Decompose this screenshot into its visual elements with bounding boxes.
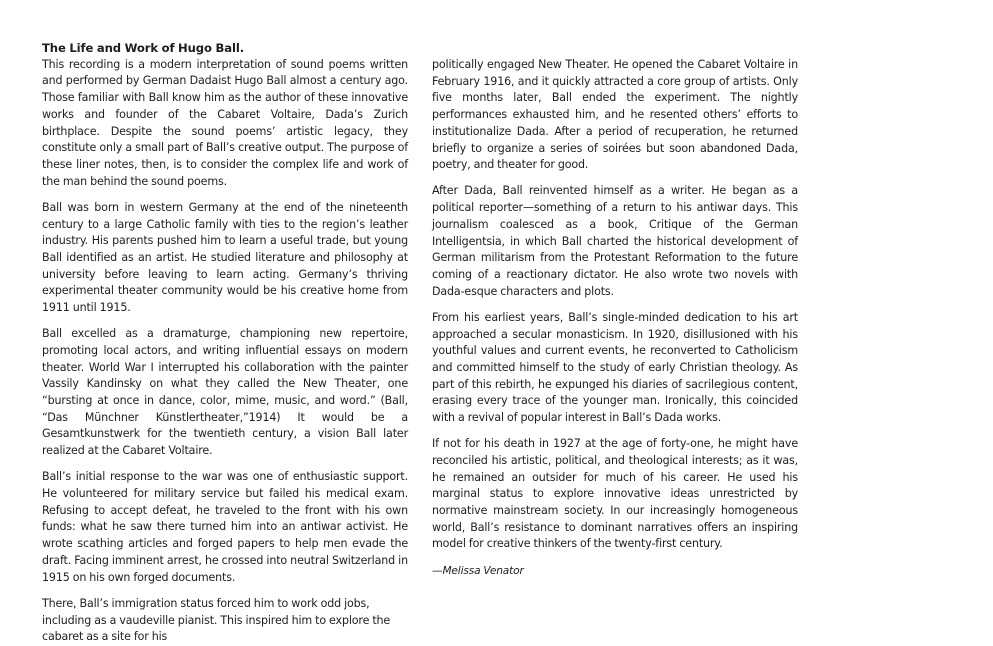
paragraph-after-dada: After Dada, Ball reinvented himself as a writer. He began as a political reporter—something of a return to his antiwar days. This journalism coalesced as a book, Critique of the German Intelligentsia, in which Ball charted the historical development of German militarism from the Protestant Reformation to the future coming of a reactionary dictator. He also wrote two novels with Dada-esque characters and plots. xyxy=(432,184,798,298)
paragraph-intro: This recording is a modern interpretation of sound poems written and performed by German Dadaist Hugo Ball almost a century ago. Those familiar with Ball know him as the author of these innovative works and founder of the Cabaret Voltaire, Dada’s Zurich birthplace. Despite the sound poems’ artistic legacy, they constitute only a small part of Ball’s creative output. The purpose of these liner notes, then, is to consider the complex life and work of the man behind the sound poems. xyxy=(42,57,408,188)
paragraph-early-life: Ball was born in western Germany at the end of the nineteenth century to a large Catholic family with ties to the region’s leather industry. His parents pushed him to learn a useful trade, but young Ball identified as an artist. He studied literature and philosophy at university before leaving to learn acting. Germany’s thriving experimental theater community would be his creative home from 1911 until 1915. xyxy=(42,200,408,315)
left-column xyxy=(42,40,408,646)
paragraph-switzerland: There, Ball’s immigration status forced him to work odd jobs, including as a vaudeville pianist. This inspired him to explore the cabaret as a site for his xyxy=(42,596,391,644)
document-title: The Life and Work of Hugo Ball. xyxy=(42,41,244,55)
paragraph-cabaret-voltaire: politically engaged New Theater. He opened the Cabaret Voltaire in February 1916, and it quickly attracted a core group of artists. Only five months later, Ball ended the experiment. The nightly performances exhausted him, and he resented others’ efforts to institutionalize Dada. After a period of recuperation, he returned briefly to organize a series of soirées but soon abandoned Dada, poetry, and theater for good. xyxy=(432,58,798,172)
paragraph-monasticism: From his earliest years, Ball’s single-minded dedication to his art approached a secular monasticism. In 1920, disillusioned with his youthful values and current events, he reconverted to Catholicism and committed himself to the study of early Christian theology. As part of this rebirth, he expunged his diaries of sacrilegious content, erasing every trace of the younger man. Ironically, this coincided with a revival of popular interest in Ball’s Dada works. xyxy=(432,310,798,425)
paragraph-war-response: Ball’s initial response to the war was one of enthusiastic support. He volunteered for military service but failed his medical exam. Refusing to accept defeat, he traveled to the front with his own funds: what he saw there turned him into an antiwar activist. He wrote scathing articles and forged papers to help men evade the draft. Facing imminent arrest, he crossed into neutral Switzerland in 1915 on his own forged documents. xyxy=(42,470,408,584)
author-signature: —Melissa Venator xyxy=(432,564,524,577)
paragraph-dramaturge: Ball excelled as a dramaturge, championing new repertoire, promoting local actors, and writing influential essays on modern theater. World War I interrupted his collaboration with the painter Vassily Kandinsky on what they called the New Theater, one “bursting at once in dance, color, mime, music, and word.” (Ball, “Das Münchner Künstlertheater,”1914) It would be a Gesamtkunstwerk for the twentieth century, a vision Ball later realized at the Cabaret Voltaire. xyxy=(42,327,408,458)
right-column xyxy=(432,57,798,589)
paragraph-legacy: If not for his death in 1927 at the age of forty-one, he might have reconciled his artistic, political, and theological interests; as it was, he remained an outsider for much of his career. He used his marginal status to explore innovative ideas unrestricted by normative mainstream society. In our increasingly homogeneous world, Ball’s resistance to dominant narratives offers an inspiring model for creative thinkers of the twenty-first century. xyxy=(432,437,798,551)
